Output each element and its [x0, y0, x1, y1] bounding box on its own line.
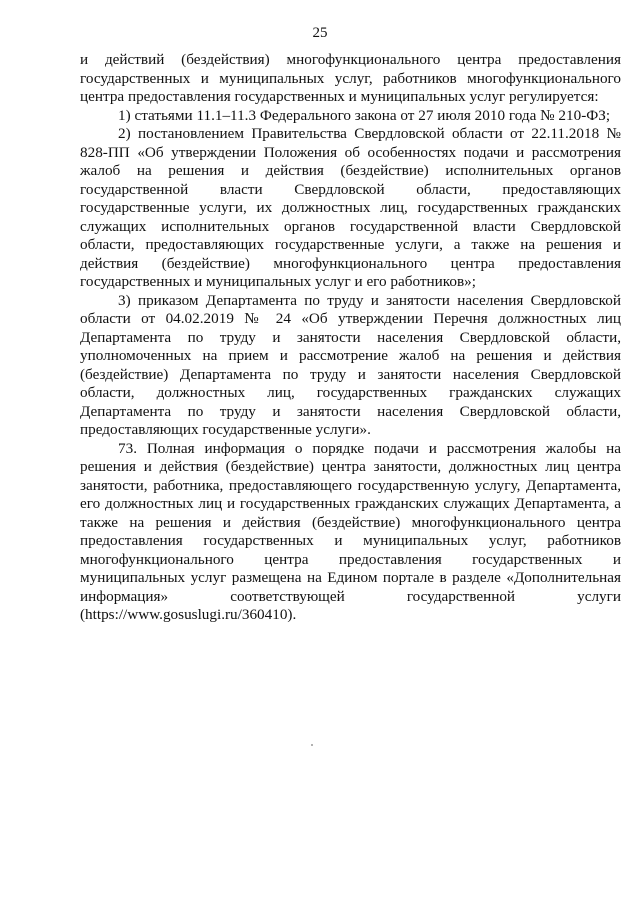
list-item-department-order: 3) приказом Департамента по труду и занятости населения Свердловской области от 04.02.2019 № 24 «Об утверждении Перечня должностных лиц Департамента по труду и занятости населения Свердловской области, уполномоченных на прием и рассмотрение жалоб на решения и действия (бездействие) Департамента по труду и занятости населения Свердловской области, должностных лиц, государственных гражданских служащих Департамента по труду и занятости населения Свердловской области, предоставляющих государственные услуги».: [80, 291, 621, 438]
list-item-federal-law: 1) статьями 11.1–11.3 Федерального закона от 27 июля 2010 года № 210-ФЗ;: [118, 106, 611, 124]
paragraph-continuation: и действий (бездействия) многофункционального центра предоставления государственных и муниципальных услуг, работников многофункционального центра предоставления государственных и муниципальных услуг регулируется:: [80, 51, 621, 105]
page-number: 25: [312, 25, 328, 41]
document-body: [80, 51, 621, 625]
scan-speck: [311, 744, 313, 746]
list-item-government-resolution: 2) постановлением Правительства Свердловской области от 22.11.2018 № 828-ПП «Об утверждении Положения об особенностях подачи и рассмотрения жалоб на решения и действия (бездействие) исполнительных органов государственной власти Свердловской области, предоставляющих государственные услуги, их должностных лиц, государственных гражданских служащих исполнительных органов государственной власти Свердловской области, предоставляющих государственные услуги, а также на решения и действия (бездействие) многофункционального центра предоставления государственных и муниципальных услуг и его работников»;: [80, 125, 621, 290]
paragraph-73: 73. Полная информация о порядке подачи и рассмотрения жалобы на решения и действия (бездействие) центра занятости, должностных лиц центра занятости, работника, предоставляющего государственную услугу, Департамента, его должностных лиц и государственных гражданских служащих Департамента, а также на решения и действия (бездействие) многофункционального центра предоставления государственных и муниципальных услуг, работников многофункционального центра предоставления государственных и муниципальных услуг размещена на Едином портале в разделе «Дополнительная информация» соответствующей государственной услуги (https://www.gosuslugi.ru/360410).: [80, 439, 621, 623]
